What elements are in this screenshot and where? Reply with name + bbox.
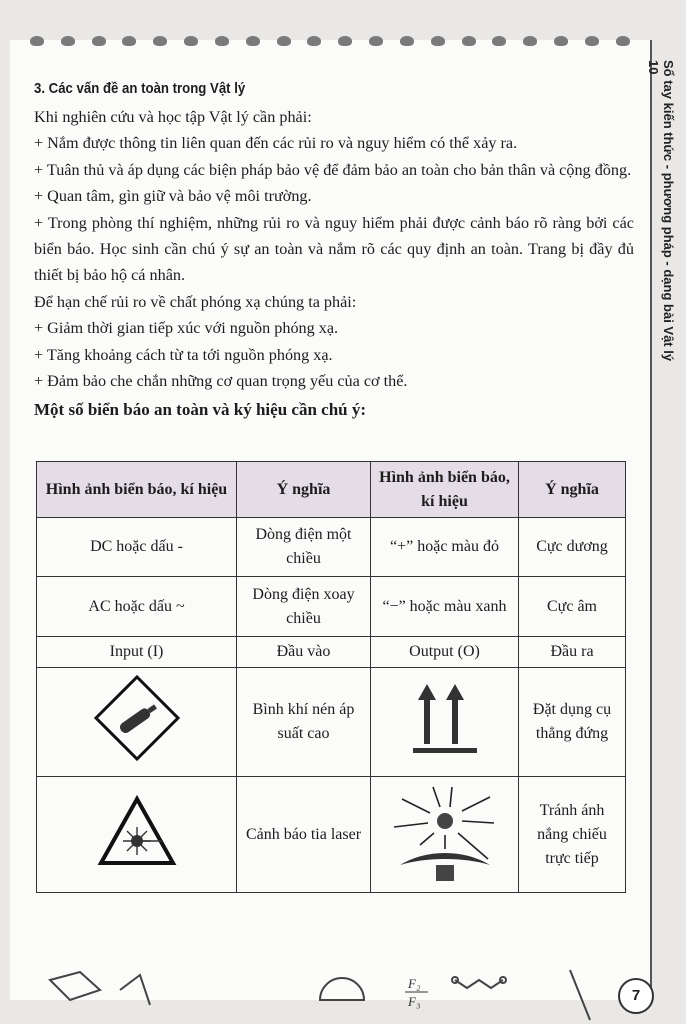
cell: Đầu vào (237, 637, 371, 668)
decorative-footer-doodles-icon (0, 960, 610, 1024)
cell: Bình khí nén áp suất cao (237, 668, 371, 777)
section-title: 3. Các vấn đề an toàn trong Vật lý (34, 80, 246, 97)
paragraph: + Quan tâm, gìn giữ và bảo vệ môi trường. (34, 187, 312, 206)
paragraph: Khi nghiên cứu và học tập Vật lý cần phải: (34, 108, 312, 126)
body-text (34, 104, 634, 424)
cell: AC hoặc dấu ~ (37, 577, 237, 637)
paragraph: + Đảm bảo che chắn những cơ quan trọng yếu của cơ thể. (34, 372, 408, 391)
cell: Cực âm (519, 577, 626, 637)
spiral-binding (30, 36, 630, 46)
cell: Dòng điện một chiều (237, 518, 371, 577)
cell: “+” hoặc màu đỏ (371, 518, 519, 577)
cell: Tránh ánh nắng chiếu trực tiếp (519, 777, 626, 893)
svg-text:F₂: F₂ (408, 976, 421, 991)
this-way-up-icon (405, 678, 485, 758)
header-cell: Ý nghĩa (237, 462, 371, 518)
keep-away-from-sunlight-icon (390, 779, 500, 883)
table-caption: Một số biển báo an toàn và ký hiệu cần chú ý: (34, 400, 367, 420)
paragraph: + Giảm thời gian tiếp xúc với nguồn phóng xạ. (34, 319, 339, 338)
cell (37, 668, 237, 777)
cell (371, 668, 519, 777)
table-header-row (37, 462, 626, 518)
table-row (37, 518, 626, 577)
header-cell: Hình ảnh biển báo, kí hiệu (37, 462, 237, 518)
paragraph: Để hạn chế rủi ro về chất phóng xạ chúng ta phải: (34, 292, 357, 311)
cell: Input (I) (37, 637, 237, 668)
table-row (37, 637, 626, 668)
paragraph: + Tăng khoảng cách từ ta tới nguồn phóng xạ. (34, 345, 333, 364)
paragraph: + Tuân thủ và áp dụng các biện pháp bảo vệ để đảm bảo an toàn cho bản thân và cộng đồng. (34, 160, 632, 179)
compressed-gas-icon (92, 673, 182, 763)
cell: Cực dương (519, 518, 626, 577)
cell: DC hoặc dấu - (37, 518, 237, 577)
table-row (37, 577, 626, 637)
page-number: 7 (618, 978, 654, 1014)
table-row (37, 668, 626, 777)
cell (37, 777, 237, 893)
header-cell: Ý nghĩa (519, 462, 626, 518)
paragraph: + Nắm được thông tin liên quan đến các rủi ro và nguy hiểm có thể xảy ra. (34, 134, 518, 153)
laser-warning-icon (97, 793, 177, 869)
cell: Output (O) (371, 637, 519, 668)
cell: Cảnh báo tia laser (237, 777, 371, 893)
cell: “−” hoặc màu xanh (371, 577, 519, 637)
table-row (37, 777, 626, 893)
header-cell: Hình ảnh biển báo, kí hiệu (371, 462, 519, 518)
cell: Đặt dụng cụ thẳng đứng (519, 668, 626, 777)
cell (371, 777, 519, 893)
cell: Dòng điện xoay chiều (237, 577, 371, 637)
svg-text:F₃: F₃ (408, 994, 421, 1009)
cell: Đầu ra (519, 637, 626, 668)
sidebar-book-title: Sổ tay kiến thức - phương pháp - dạng bài Vật lý 10 (646, 60, 676, 362)
paragraph: + Trong phòng thí nghiệm, những rủi ro và nguy hiểm phải được cảnh báo rõ ràng bởi các biển báo. Học sinh cần chú ý sự an toàn và nắm rõ các quy định an toàn. Trang bị đầy đủ thiết bị bảo hộ cá nhân. (34, 213, 634, 285)
safety-signs-table (36, 461, 626, 893)
